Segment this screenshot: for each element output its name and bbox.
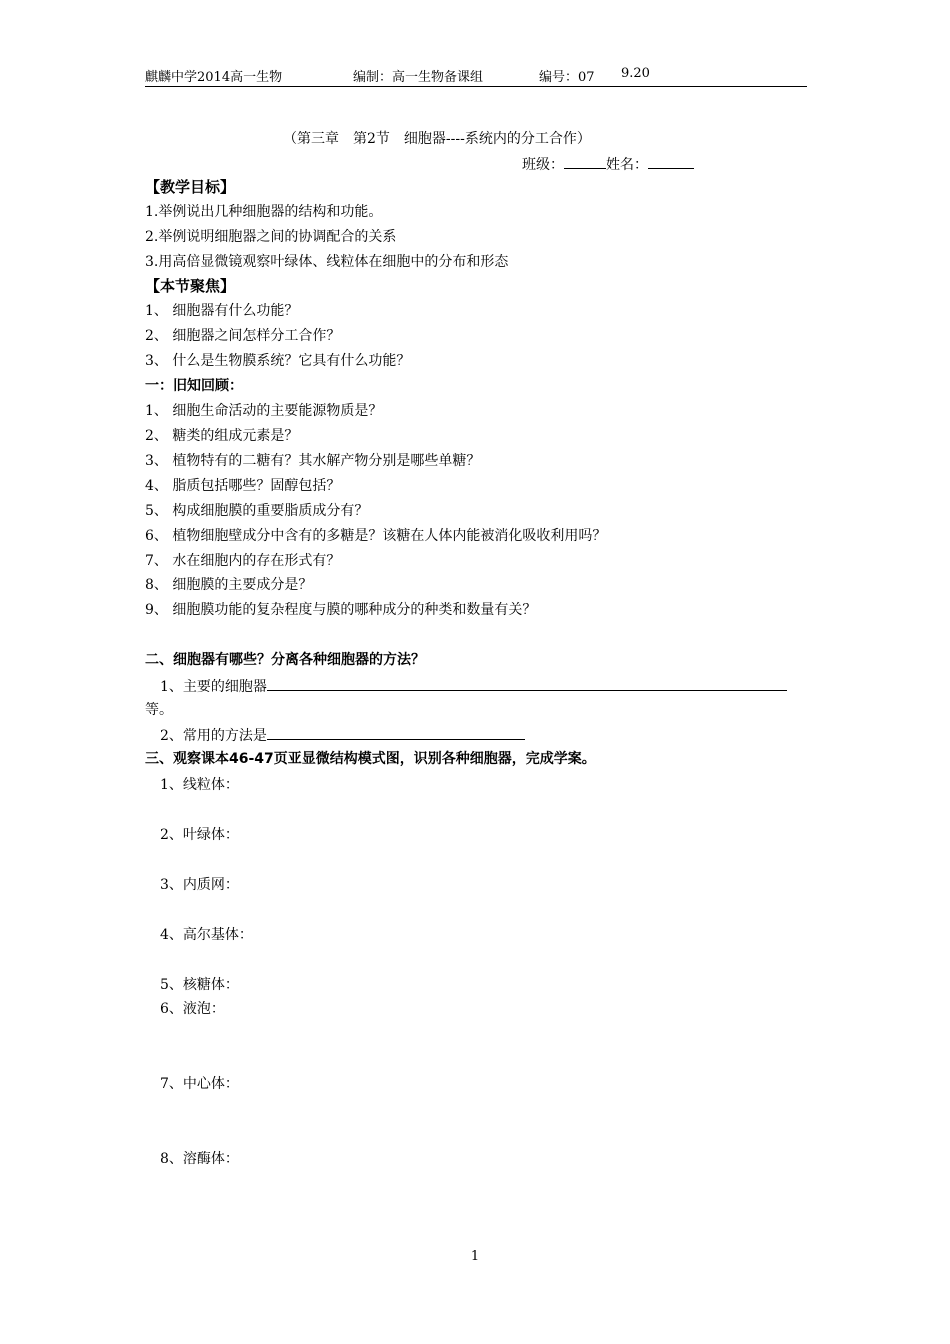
part2-item2: [160, 725, 525, 745]
goal-item: 2.举例说明细胞器之间的协调配合的关系: [145, 229, 397, 245]
name-blank[interactable]: [648, 154, 694, 169]
header-editor: 编制：高一生物备课组: [353, 70, 484, 85]
review-item: 2、 糖类的组成元素是？: [145, 428, 299, 444]
part2-heading: 二、细胞器有哪些？分离各种细胞器的方法？: [145, 652, 425, 668]
organelle-item: 4、高尔基体：: [160, 927, 253, 943]
part2-item1: [160, 676, 787, 696]
review-item: 3、 植物特有的二糖有？其水解产物分别是哪些单糖？: [145, 453, 481, 469]
page-number: 1: [470, 1249, 480, 1264]
part2-item1-end: 等。: [145, 702, 173, 718]
part2-item2-label: 2、常用的方法是: [160, 728, 267, 744]
organelle-item: 7、中心体：: [160, 1076, 239, 1092]
header-number: 编号：07: [539, 70, 595, 85]
organelle-item: 2、叶绿体：: [160, 827, 239, 843]
focus-item: 3、 什么是生物膜系统？它具有什么功能？: [145, 353, 411, 369]
organelle-item: 6、液泡：: [160, 1001, 225, 1017]
organelle-item: 5、核糖体：: [160, 977, 239, 993]
review-item: 1、 细胞生命活动的主要能源物质是？: [145, 403, 383, 419]
review-item: 5、 构成细胞膜的重要脂质成分有？: [145, 503, 369, 519]
header-date: 9.20: [621, 66, 650, 81]
review-heading: 一：旧知回顾：: [145, 378, 243, 394]
class-blank[interactable]: [564, 154, 606, 169]
review-item: 6、 植物细胞壁成分中含有的多糖是？该糖在人体内能被消化吸收利用吗？: [145, 528, 607, 544]
lesson-title: （第三章 第2节 细胞器----系统内的分工合作）: [283, 131, 591, 147]
review-item: 7、 水在细胞内的存在形式有？: [145, 553, 341, 569]
goal-item: 1.举例说出几种细胞器的结构和功能。: [145, 204, 383, 220]
organelles-blank[interactable]: [267, 676, 787, 691]
class-label: 班级：: [522, 157, 564, 173]
organelle-item: 3、内质网：: [160, 877, 239, 893]
organelle-item: 8、溶酶体：: [160, 1151, 239, 1167]
part3-heading: 三、观察课本46-47页亚显微结构模式图，识别各种细胞器，完成学案。: [145, 751, 596, 767]
class-name-fields: [522, 154, 694, 174]
goals-heading: 【教学目标】: [145, 178, 236, 196]
header-school: 麒麟中学2014高一生物: [145, 70, 283, 85]
review-item: 8、 细胞膜的主要成分是？: [145, 577, 313, 593]
organelle-item: 1、线粒体：: [160, 777, 239, 793]
part2-item1-label: 1、主要的细胞器: [160, 679, 267, 695]
review-item: 9、 细胞膜功能的复杂程度与膜的哪种成分的种类和数量有关？: [145, 602, 537, 618]
focus-item: 2、 细胞器之间怎样分工合作？: [145, 328, 341, 344]
name-label: 姓名：: [606, 157, 648, 173]
goal-item: 3.用高倍显微镜观察叶绿体、线粒体在细胞中的分布和形态: [145, 254, 509, 270]
focus-heading: 【本节聚焦】: [145, 277, 236, 295]
page-header: [145, 66, 807, 87]
method-blank[interactable]: [267, 725, 525, 740]
focus-item: 1、 细胞器有什么功能？: [145, 303, 299, 319]
review-item: 4、 脂质包括哪些？固醇包括？: [145, 478, 341, 494]
